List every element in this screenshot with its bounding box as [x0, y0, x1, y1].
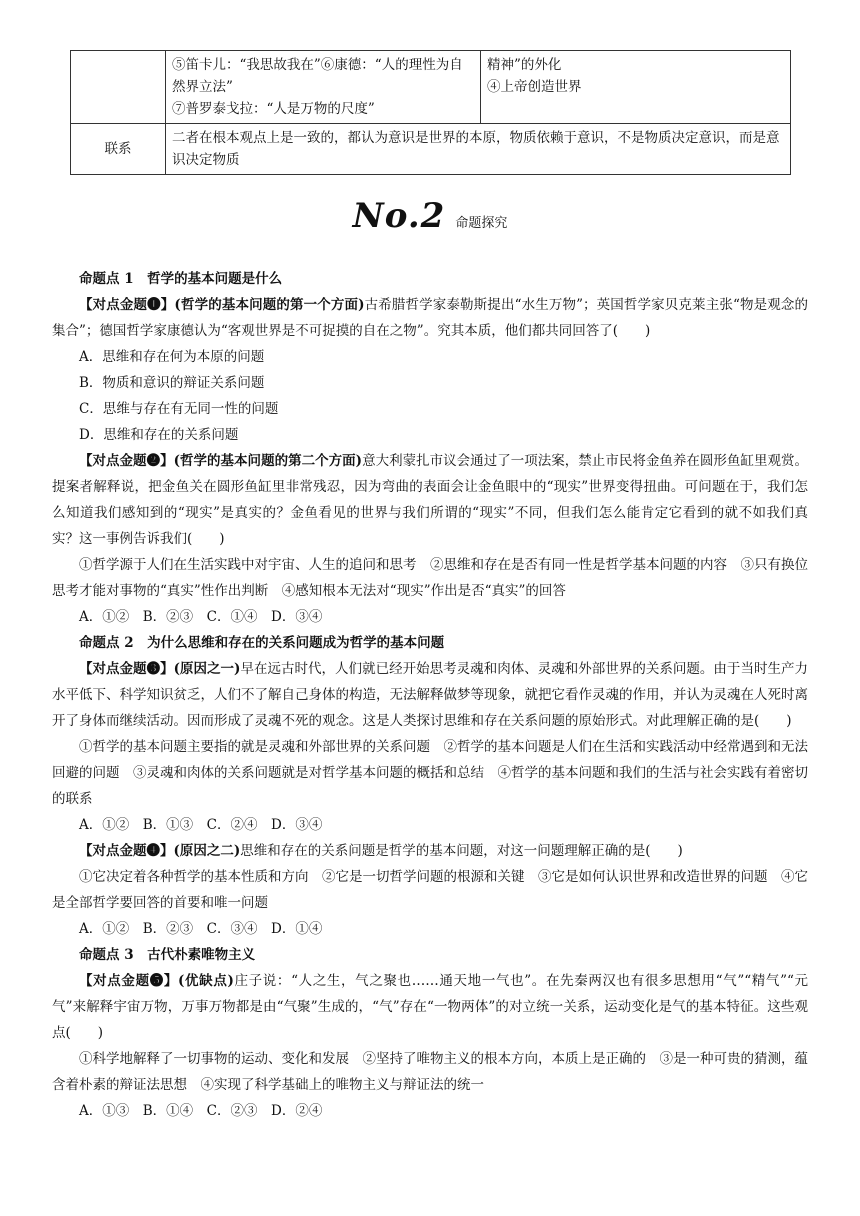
question-5: [52, 968, 808, 1046]
table-cell-relation: 二者在根本观点上是一致的，都认为意识是世界的本原，物质依赖于意识，不是物质决定意识，而是意识决定物质: [166, 124, 791, 175]
question-tag: 【对点金题❷】: [79, 453, 174, 469]
option-b: B．物质和意识的辩证关系问题: [79, 375, 265, 391]
question-4: [52, 838, 808, 864]
table-text: ④上帝创造世界: [487, 79, 582, 95]
question-text: 思维和存在的关系问题是哲学的基本问题，对这一问题理解正确的是( ): [240, 843, 683, 859]
question-statements: ①哲学源于人们在生活实践中对宇宙、人生的追问和思考 ②思维和存在是否有同一性是哲学基本问题的内容 ③只有换位思考才能对事物的“真实”性作出判断 ④感知根本无法对“现实”作出是否“真实”的回答: [52, 557, 808, 599]
question-tag: 【对点金题❸】: [79, 661, 174, 677]
section-number: No.2: [352, 196, 446, 236]
question-statements: ①哲学的基本问题主要指的就是灵魂和外部世界的关系问题 ②哲学的基本问题是人们在生活和实践活动中经常遇到和无法回避的问题 ③灵魂和肉体的关系问题就是对哲学基本问题的概括和总结 ④哲学的基本问题和我们的生活与社会实践有着密切的联系: [52, 739, 808, 807]
topic-heading: 命题点 3 古代朴素唯物主义: [79, 947, 256, 963]
section-heading: [0, 196, 860, 236]
question-text: 意大利蒙扎市议会通过了一项法案，禁止市民将金鱼养在圆形鱼缸里观赏。提案者解释说，把金鱼关在圆形鱼缸里非常残忍，因为弯曲的表面会让金鱼眼中的“现实”世界变得扭曲。可问题在于，我们怎么知道我们感知到的“现实”是真实的？金鱼看见的世界与我们所谓的“现实”不同，但我们怎么能肯定它看到的就不如我们真实？这一事例告诉我们( ): [52, 453, 809, 547]
question-tag: 【对点金题❺】: [79, 973, 178, 989]
table-text: 精神”的外化: [487, 57, 562, 73]
table-cell-empty: [71, 51, 166, 124]
question-2: [52, 448, 808, 552]
table-row: [71, 51, 791, 124]
question-lead: (原因之一): [173, 661, 241, 677]
table-cell-examples-right: [481, 51, 791, 124]
topic-heading: 命题点 1 哲学的基本问题是什么: [79, 271, 283, 287]
question-text: 古希腊哲学家泰勒斯提出“水生万物”；英国哲学家贝克莱主张“物是观念的集合”；德国哲学家康德认为“客观世界是不可捉摸的自在之物”。究其本质，他们都共同回答了( ): [52, 297, 808, 339]
question-options: A．①② B．②③ C．①④ D．③④: [79, 609, 323, 625]
table-text: ⑦普罗泰戈拉：“人是万物的尺度”: [172, 101, 375, 117]
topic-heading: 命题点 2 为什么思维和存在的关系问题成为哲学的基本问题: [79, 635, 445, 651]
table-row-label: 联系: [71, 124, 166, 175]
table-row: [71, 124, 791, 175]
option-d: D．思维和存在的关系问题: [79, 427, 239, 443]
table-cell-examples: [166, 51, 481, 124]
question-1: [52, 292, 808, 344]
question-options: A．①③ B．①④ C．②③ D．②④: [79, 1103, 323, 1119]
table-text: ⑤笛卡儿：“我思故我在”⑥康德：“人的理性为自然界立法”: [172, 57, 463, 95]
question-options: A．①② B．②③ C．③④ D．①④: [79, 921, 323, 937]
question-3: [52, 656, 808, 734]
question-text: 早在远古时代，人们就已经开始思考灵魂和肉体、灵魂和外部世界的关系问题。由于当时生产力水平低下、科学知识贫乏，人们不了解自己身体的构造，无法解释做梦等现象，就把它看作灵魂的作用，并认为灵魂在人死时离开了身体而继续活动。因而形成了灵魂不死的观念。这是人类探讨思维和存在关系问题的原始形式。对此理解正确的是( ): [52, 661, 808, 729]
question-lead: (哲学的基本问题的第一个方面): [174, 297, 365, 313]
question-tag: 【对点金题❹】: [79, 843, 174, 859]
question-lead: (哲学的基本问题的第二个方面): [173, 453, 363, 469]
comparison-table: [70, 50, 791, 175]
question-statements: ①它决定着各种哲学的基本性质和方向 ②它是一切哲学问题的根源和关键 ③它是如何认识世界和改造世界的问题 ④它是全部哲学要回答的首要和唯一问题: [52, 869, 808, 911]
section-subtitle: 命题探究: [455, 216, 508, 231]
question-text: 庄子说：“人之生，气之聚也……通天地一气也”。在先秦两汉也有很多思想用“气”“精气”“元气”来解释宇宙万物，万事万物都是由“气聚”生成的，“气”存在“一物两体”的对立统一关系，运动变化是气的基本特征。这些观点( ): [52, 973, 809, 1041]
question-tag: 【对点金题❶】: [79, 297, 175, 313]
option-c: C．思维与存在有无同一性的问题: [79, 401, 279, 417]
question-content: [52, 266, 808, 1124]
question-lead: (原因之二): [173, 843, 241, 859]
question-options: A．①② B．①③ C．②④ D．③④: [79, 817, 323, 833]
option-a: A．思维和存在何为本原的问题: [79, 349, 265, 365]
question-statements: ①科学地解释了一切事物的运动、变化和发展 ②坚持了唯物主义的根本方向，本质上是正确的 ③是一种可贵的猜测，蕴含着朴素的辩证法思想 ④实现了科学基础上的唯物主义与辩证法的统一: [52, 1051, 808, 1093]
question-lead: (优缺点): [178, 973, 234, 989]
